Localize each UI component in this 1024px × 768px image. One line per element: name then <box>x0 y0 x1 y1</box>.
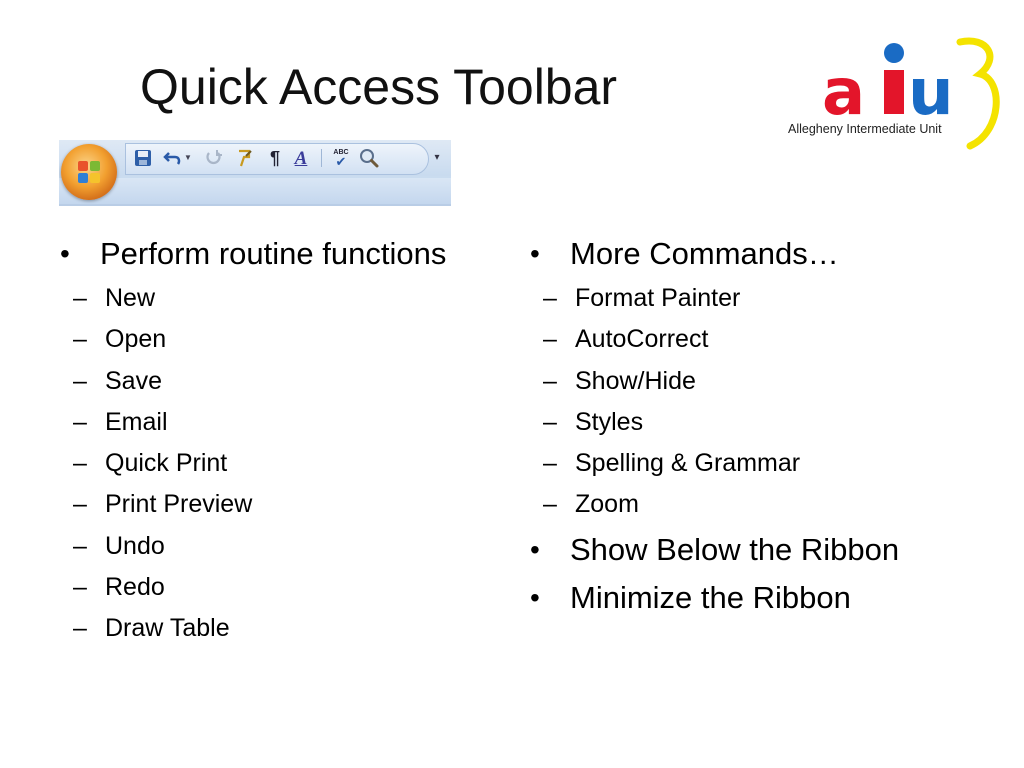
format-painter-icon[interactable] <box>235 148 255 168</box>
sub-list-item <box>530 484 1010 525</box>
svg-text:a: a <box>822 56 866 130</box>
customize-toolbar-icon[interactable]: ▾ <box>434 152 440 163</box>
sub-item-text: Format Painter <box>575 284 741 312</box>
sub-item-text: Draw Table <box>105 614 230 643</box>
right-column <box>530 230 1010 622</box>
sub-item-text: Undo <box>105 531 165 560</box>
sub-list-item <box>60 526 520 567</box>
dash-glyph: – <box>73 614 87 643</box>
bullet-text: Minimize the Ribbon <box>570 579 851 615</box>
list-item <box>60 230 520 278</box>
dash-glyph: – <box>73 284 87 312</box>
dash-glyph: – <box>543 490 557 519</box>
bullet-glyph: • <box>530 238 540 269</box>
dash-glyph: – <box>543 407 557 436</box>
sub-item-text: Styles <box>575 407 644 436</box>
undo-dropdown-icon[interactable]: ▼ <box>184 153 192 162</box>
sub-list-item <box>530 361 1010 402</box>
styles-icon[interactable]: A <box>294 147 308 169</box>
bullet-glyph: • <box>530 533 540 565</box>
sub-item-text: Print Preview <box>105 490 253 519</box>
dash-glyph: – <box>73 573 87 602</box>
aiu-logo-graphic <box>788 36 1008 154</box>
bullet-text: More Commands… <box>570 236 839 271</box>
sub-list-item <box>530 319 1010 360</box>
sub-list-item <box>60 402 520 443</box>
svg-text:u: u <box>908 56 954 130</box>
dash-glyph: – <box>73 366 87 395</box>
slide-title: Quick Access Toolbar <box>140 59 618 115</box>
sub-item-text: Save <box>105 366 162 395</box>
sub-item-text: Redo <box>105 573 165 602</box>
sub-list-item <box>60 319 520 360</box>
left-column <box>60 230 520 650</box>
sub-item-text: Open <box>105 325 167 354</box>
sub-item-text: AutoCorrect <box>575 325 709 354</box>
sub-list-item <box>530 278 1010 319</box>
more-commands-list <box>530 278 1010 526</box>
sub-item-text: Show/Hide <box>575 366 696 395</box>
dash-glyph: – <box>73 325 87 354</box>
bullet-glyph: • <box>530 581 540 613</box>
sub-list-item <box>60 361 520 402</box>
sub-list-item <box>60 567 520 608</box>
zoom-icon[interactable] <box>359 148 379 168</box>
sub-list-item <box>60 608 520 649</box>
sub-list-item <box>530 443 1010 484</box>
sub-item-text: Spelling & Grammar <box>575 449 801 478</box>
bullet-text: Show Below the Ribbon <box>570 531 900 567</box>
list-item <box>530 230 1010 278</box>
dash-glyph: – <box>543 366 557 395</box>
list-item <box>530 526 1010 574</box>
toolbar-separator <box>321 149 322 167</box>
dash-glyph: – <box>543 449 557 478</box>
office-button-icon[interactable] <box>61 144 117 200</box>
dash-glyph: – <box>73 407 87 436</box>
sub-list-item <box>60 484 520 525</box>
dash-glyph: – <box>73 531 87 560</box>
spelling-grammar-label: ABC <box>333 148 349 156</box>
sub-item-text: New <box>105 284 156 312</box>
sub-list-item <box>530 402 1010 443</box>
bullet-glyph: • <box>60 238 70 269</box>
quick-access-toolbar-image <box>59 140 451 206</box>
ribbon-background <box>59 178 451 204</box>
routine-functions-list <box>60 278 520 650</box>
bullet-text: Perform routine functions <box>100 236 447 271</box>
sub-item-text: Quick Print <box>105 449 228 478</box>
dash-glyph: – <box>543 325 557 354</box>
logo-tagline: Allegheny Intermediate Unit <box>788 122 942 136</box>
spelling-grammar-icon[interactable]: ABC ✔ <box>333 148 349 169</box>
sub-item-text: Zoom <box>575 490 639 519</box>
sub-list-item <box>60 443 520 484</box>
undo-icon[interactable] <box>163 148 183 168</box>
dash-glyph: – <box>543 284 557 312</box>
sub-list-item <box>60 278 520 319</box>
save-icon[interactable] <box>133 148 153 168</box>
aiu-logo <box>788 36 1008 154</box>
list-item <box>530 574 1010 622</box>
show-hide-icon[interactable]: ¶ <box>269 148 280 168</box>
dash-glyph: – <box>73 449 87 478</box>
dash-glyph: – <box>73 490 87 519</box>
sub-item-text: Email <box>105 407 168 436</box>
redo-icon[interactable] <box>203 148 223 168</box>
